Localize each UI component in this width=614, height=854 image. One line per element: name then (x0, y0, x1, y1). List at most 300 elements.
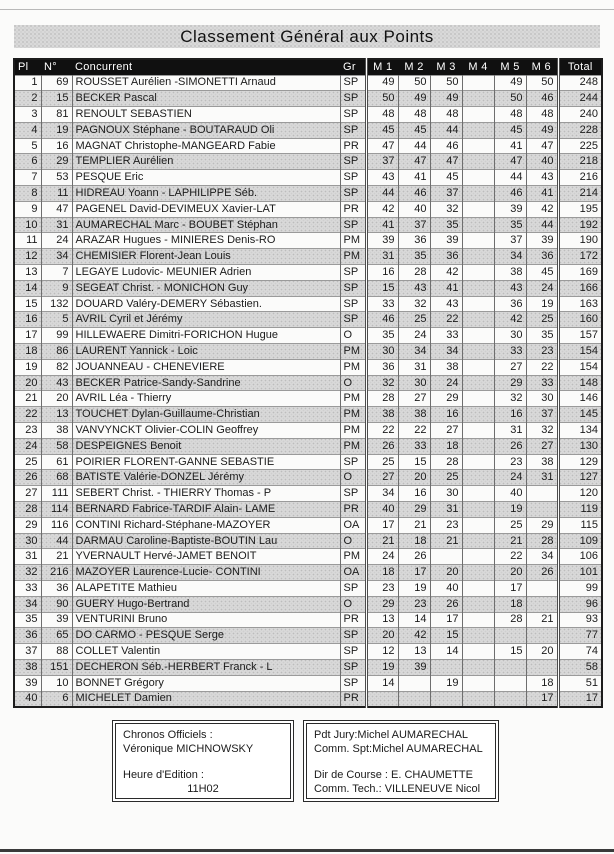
cell-m1: 43 (366, 170, 398, 186)
cell-group: SP (340, 454, 366, 470)
cell-group: O (340, 470, 366, 486)
cell-m4 (462, 675, 494, 691)
cell-concurrent: ALAPETITE Mathieu (72, 581, 340, 597)
cell-m4 (462, 122, 494, 138)
cell-concurrent: DESPEIGNES Benoit (72, 438, 340, 454)
cell-m4 (462, 312, 494, 328)
cell-m6: 45 (526, 265, 558, 281)
cell-number: 53 (41, 170, 72, 186)
cell-m6: 23 (526, 344, 558, 360)
cell-total: 154 (558, 344, 602, 360)
cell-m1: 16 (366, 265, 398, 281)
cell-concurrent: DECHERON Séb.-HERBERT Franck - L (72, 659, 340, 675)
cell-total: 51 (558, 675, 602, 691)
cell-m1: 13 (366, 612, 398, 628)
cell-m2: 36 (398, 233, 430, 249)
cell-m6: 19 (526, 296, 558, 312)
cell-number: 34 (41, 249, 72, 265)
table-row (14, 138, 602, 154)
cell-m2: 48 (398, 107, 430, 123)
cell-total: 129 (558, 454, 602, 470)
cell-concurrent: HILLEWAERE Dimitri-FORICHON Hugue (72, 328, 340, 344)
cell-m3: 28 (430, 454, 462, 470)
cell-total: 214 (558, 186, 602, 202)
cell-group: SP (340, 122, 366, 138)
cell-m3: 39 (430, 233, 462, 249)
table-row (14, 344, 602, 360)
cell-group: PM (340, 344, 366, 360)
cell-number: 29 (41, 154, 72, 170)
cell-place: 8 (14, 186, 41, 202)
cell-number: 38 (41, 423, 72, 439)
cell-place: 11 (14, 233, 41, 249)
cell-total: 244 (558, 91, 602, 107)
cell-place: 2 (14, 91, 41, 107)
cell-m6: 34 (526, 549, 558, 565)
table-row (14, 122, 602, 138)
table-row (14, 581, 602, 597)
cell-m1: 23 (366, 581, 398, 597)
cell-concurrent: AVRIL Cyril et Jérémy (72, 312, 340, 328)
cell-m2: 46 (398, 186, 430, 202)
cell-m2: 40 (398, 201, 430, 217)
cell-m3: 36 (430, 249, 462, 265)
cell-m2: 22 (398, 423, 430, 439)
cell-m2: 41 (398, 170, 430, 186)
cell-total: 115 (558, 517, 602, 533)
cell-m4 (462, 328, 494, 344)
cell-place: 18 (14, 344, 41, 360)
cell-m2: 25 (398, 312, 430, 328)
cell-concurrent: VANVYNCKT Olivier-COLIN Geoffrey (72, 423, 340, 439)
cell-number: 61 (41, 454, 72, 470)
cell-m1: 27 (366, 470, 398, 486)
table-row (14, 170, 602, 186)
footer-info-boxes (112, 720, 499, 802)
cell-m4 (462, 249, 494, 265)
cell-concurrent: SEBERT Christ. - THIERRY Thomas - P (72, 486, 340, 502)
cell-m5: 31 (494, 423, 526, 439)
cell-group: PM (340, 391, 366, 407)
table-row (14, 659, 602, 675)
cell-group: PM (340, 359, 366, 375)
table-row (14, 280, 602, 296)
cell-m5: 29 (494, 375, 526, 391)
cell-m6: 41 (526, 186, 558, 202)
cell-m6: 49 (526, 122, 558, 138)
cell-m6: 39 (526, 233, 558, 249)
cell-number: 6 (41, 691, 72, 707)
cell-m5: 16 (494, 407, 526, 423)
cell-number: 16 (41, 138, 72, 154)
cell-m5: 37 (494, 233, 526, 249)
cell-m4 (462, 296, 494, 312)
cell-total: 148 (558, 375, 602, 391)
cell-m4 (462, 644, 494, 660)
cell-m3: 19 (430, 675, 462, 691)
cell-m1: 21 (366, 533, 398, 549)
cell-total: 119 (558, 502, 602, 518)
cell-m5: 48 (494, 107, 526, 123)
cell-m4 (462, 454, 494, 470)
cell-m3: 25 (430, 470, 462, 486)
cell-m6: 29 (526, 517, 558, 533)
cell-m2: 50 (398, 75, 430, 91)
cell-number: 21 (41, 549, 72, 565)
cell-total: 106 (558, 549, 602, 565)
cell-m5: 20 (494, 565, 526, 581)
cell-m1: 25 (366, 454, 398, 470)
cell-m4 (462, 533, 494, 549)
cell-m6: 31 (526, 470, 558, 486)
cell-total: 172 (558, 249, 602, 265)
cell-place: 17 (14, 328, 41, 344)
cell-concurrent: GUERY Hugo-Bertrand (72, 596, 340, 612)
cell-m5: 44 (494, 170, 526, 186)
cell-m5: 45 (494, 122, 526, 138)
cell-m6: 17 (526, 691, 558, 707)
cell-m6: 40 (526, 154, 558, 170)
cell-m1: 46 (366, 312, 398, 328)
jury-president: Pdt Jury:Michel AUMARECHAL (314, 729, 469, 741)
scan-edge-line-bottom (0, 849, 614, 852)
cell-group: SP (340, 154, 366, 170)
cell-m6 (526, 659, 558, 675)
cell-m3: 50 (430, 75, 462, 91)
cell-m4 (462, 438, 494, 454)
cell-number: 86 (41, 344, 72, 360)
cell-m2: 23 (398, 596, 430, 612)
col-header-m1: M 1 (366, 59, 398, 75)
cell-m3: 26 (430, 596, 462, 612)
cell-m6: 20 (526, 644, 558, 660)
table-row (14, 249, 602, 265)
cell-m1: 36 (366, 359, 398, 375)
cell-m3: 31 (430, 502, 462, 518)
table-row (14, 517, 602, 533)
cell-m4 (462, 581, 494, 597)
cell-m2: 27 (398, 391, 430, 407)
cell-m3: 30 (430, 486, 462, 502)
cell-m3 (430, 659, 462, 675)
table-row (14, 407, 602, 423)
cell-m4 (462, 596, 494, 612)
cell-m3: 42 (430, 265, 462, 281)
cell-m5: 17 (494, 581, 526, 597)
cell-place: 31 (14, 549, 41, 565)
cell-concurrent: COLLET Valentin (72, 644, 340, 660)
cell-m4 (462, 612, 494, 628)
chronos-name: Véronique MICHNOWSKY (123, 742, 254, 755)
table-row (14, 486, 602, 502)
cell-group: PM (340, 438, 366, 454)
cell-m6: 32 (526, 423, 558, 439)
cell-concurrent: TEMPLIER Aurélien (72, 154, 340, 170)
cell-m2: 16 (398, 486, 430, 502)
cell-number: 15 (41, 91, 72, 107)
cell-total: 58 (558, 659, 602, 675)
cell-m1: 39 (366, 233, 398, 249)
table-row (14, 644, 602, 660)
table-row (14, 107, 602, 123)
table-row (14, 549, 602, 565)
cell-m1: 15 (366, 280, 398, 296)
table-row (14, 438, 602, 454)
cell-m3: 46 (430, 138, 462, 154)
chronos-label: Chronos Officiels : (123, 729, 213, 741)
cell-m2: 30 (398, 375, 430, 391)
cell-m3: 37 (430, 186, 462, 202)
cell-m2 (398, 675, 430, 691)
cell-place: 37 (14, 644, 41, 660)
cell-group: OA (340, 517, 366, 533)
cell-m5: 39 (494, 201, 526, 217)
cell-group: SP (340, 280, 366, 296)
cell-m2: 24 (398, 328, 430, 344)
cell-m4 (462, 517, 494, 533)
cell-concurrent: ROUSSET Aurélien -SIMONETTI Arnaud (72, 75, 340, 91)
cell-total: 127 (558, 470, 602, 486)
cell-concurrent: DARMAU Caroline-Baptiste-BOUTIN Lau (72, 533, 340, 549)
cell-m6: 38 (526, 454, 558, 470)
table-row (14, 91, 602, 107)
col-header-gr: Gr (340, 59, 366, 75)
cell-m6: 27 (526, 438, 558, 454)
cell-m5: 28 (494, 612, 526, 628)
cell-m1: 50 (366, 91, 398, 107)
cell-group: SP (340, 186, 366, 202)
cell-total: 154 (558, 359, 602, 375)
cell-place: 5 (14, 138, 41, 154)
cell-place: 27 (14, 486, 41, 502)
col-header-m2: M 2 (398, 59, 430, 75)
table-row (14, 312, 602, 328)
cell-place: 14 (14, 280, 41, 296)
cell-m1: 49 (366, 75, 398, 91)
cell-m4 (462, 217, 494, 233)
cell-m6: 43 (526, 170, 558, 186)
cell-place: 30 (14, 533, 41, 549)
cell-m1: 20 (366, 628, 398, 644)
table-row (14, 154, 602, 170)
cell-place: 24 (14, 438, 41, 454)
cell-concurrent: BERNARD Fabrice-TARDIF Alain- LAME (72, 502, 340, 518)
cell-concurrent: MAZOYER Laurence-Lucie- CONTINI (72, 565, 340, 581)
cell-m3: 20 (430, 565, 462, 581)
cell-m1: 32 (366, 375, 398, 391)
cell-m4 (462, 565, 494, 581)
cell-total: 169 (558, 265, 602, 281)
cell-m2: 20 (398, 470, 430, 486)
cell-m6: 42 (526, 201, 558, 217)
col-header-total: Total (558, 59, 602, 75)
cell-m3: 24 (430, 375, 462, 391)
cell-m1: 30 (366, 344, 398, 360)
cell-total: 130 (558, 438, 602, 454)
cell-m2: 43 (398, 280, 430, 296)
cell-m1: 35 (366, 328, 398, 344)
cell-m1: 47 (366, 138, 398, 154)
cell-number: 13 (41, 407, 72, 423)
cell-concurrent: SEGEAT Christ. - MONICHON Guy (72, 280, 340, 296)
cell-number: 81 (41, 107, 72, 123)
cell-concurrent: BECKER Patrice-Sandy-Sandrine (72, 375, 340, 391)
cell-concurrent: AUMARECHAL Marc - BOUBET Stéphan (72, 217, 340, 233)
chronos-box (112, 720, 294, 802)
cell-total: 166 (558, 280, 602, 296)
cell-m6: 46 (526, 91, 558, 107)
cell-m3: 18 (430, 438, 462, 454)
cell-total: 120 (558, 486, 602, 502)
cell-m1: 34 (366, 486, 398, 502)
cell-m6: 44 (526, 217, 558, 233)
table-row (14, 328, 602, 344)
cell-place: 36 (14, 628, 41, 644)
cell-m2: 21 (398, 517, 430, 533)
cell-place: 1 (14, 75, 41, 91)
cell-m3: 32 (430, 201, 462, 217)
cell-m6 (526, 581, 558, 597)
cell-m3: 33 (430, 328, 462, 344)
cell-m2: 13 (398, 644, 430, 660)
cell-m4 (462, 691, 494, 707)
cell-total: 190 (558, 233, 602, 249)
cell-group: SP (340, 75, 366, 91)
cell-total: 225 (558, 138, 602, 154)
cell-m2: 39 (398, 659, 430, 675)
cell-place: 7 (14, 170, 41, 186)
cell-concurrent: YVERNAULT Hervé-JAMET BENOIT (72, 549, 340, 565)
cell-place: 12 (14, 249, 41, 265)
cell-total: 145 (558, 407, 602, 423)
cell-number: 7 (41, 265, 72, 281)
cell-m1: 41 (366, 217, 398, 233)
cell-m6 (526, 628, 558, 644)
cell-number: 90 (41, 596, 72, 612)
cell-m4 (462, 502, 494, 518)
cell-number: 20 (41, 391, 72, 407)
cell-concurrent: RENOULT SEBASTIEN (72, 107, 340, 123)
cell-m4 (462, 91, 494, 107)
cell-number: 31 (41, 217, 72, 233)
cell-place: 39 (14, 675, 41, 691)
cell-m4 (462, 375, 494, 391)
col-header-m4: M 4 (462, 59, 494, 75)
cell-m2: 28 (398, 265, 430, 281)
cell-place: 13 (14, 265, 41, 281)
cell-m6: 18 (526, 675, 558, 691)
cell-concurrent: AVRIL Léa - Thierry (72, 391, 340, 407)
cell-concurrent: TOUCHET Dylan-Guillaume-Christian (72, 407, 340, 423)
cell-m4 (462, 407, 494, 423)
col-header-m5: M 5 (494, 59, 526, 75)
cell-group: PM (340, 549, 366, 565)
cell-m5: 34 (494, 249, 526, 265)
cell-m4 (462, 265, 494, 281)
cell-m3: 17 (430, 612, 462, 628)
cell-number: 19 (41, 122, 72, 138)
edition-time-label: Heure d'Edition : (123, 769, 204, 781)
cell-m6: 48 (526, 107, 558, 123)
cell-place: 28 (14, 502, 41, 518)
cell-m5: 40 (494, 486, 526, 502)
cell-total: 157 (558, 328, 602, 344)
cell-m3: 14 (430, 644, 462, 660)
table-row (14, 75, 602, 91)
cell-number: 9 (41, 280, 72, 296)
cell-m2: 31 (398, 359, 430, 375)
cell-group: SP (340, 644, 366, 660)
cell-concurrent: DOUARD Valéry-DEMERY Sébastien. (72, 296, 340, 312)
table-row (14, 375, 602, 391)
cell-m5: 24 (494, 470, 526, 486)
cell-m5: 38 (494, 265, 526, 281)
col-header-m6: M 6 (526, 59, 558, 75)
cell-total: 134 (558, 423, 602, 439)
cell-m5: 30 (494, 328, 526, 344)
table-row (14, 502, 602, 518)
scan-edge-line-top (0, 9, 614, 10)
results-table (13, 58, 603, 708)
cell-concurrent: PESQUE Eric (72, 170, 340, 186)
cell-place: 21 (14, 391, 41, 407)
cell-concurrent: BECKER Pascal (72, 91, 340, 107)
table-row (14, 675, 602, 691)
cell-m1: 28 (366, 391, 398, 407)
cell-m5: 43 (494, 280, 526, 296)
cell-group: PM (340, 423, 366, 439)
table-row (14, 391, 602, 407)
cell-m5: 41 (494, 138, 526, 154)
cell-total: 248 (558, 75, 602, 91)
cell-total: 195 (558, 201, 602, 217)
cell-m6 (526, 502, 558, 518)
cell-m3: 40 (430, 581, 462, 597)
cell-place: 4 (14, 122, 41, 138)
cell-m5: 46 (494, 186, 526, 202)
cell-m5: 26 (494, 438, 526, 454)
cell-m1: 14 (366, 675, 398, 691)
cell-number: 82 (41, 359, 72, 375)
table-row (14, 201, 602, 217)
cell-m5: 18 (494, 596, 526, 612)
cell-m6: 30 (526, 391, 558, 407)
cell-m1: 18 (366, 565, 398, 581)
cell-m5: 50 (494, 91, 526, 107)
cell-concurrent: PAGNOUX Stéphane - BOUTARAUD Oli (72, 122, 340, 138)
cell-group: O (340, 328, 366, 344)
cell-concurrent: ARAZAR Hugues - MINIERES Denis-RO (72, 233, 340, 249)
table-row (14, 233, 602, 249)
cell-m4 (462, 359, 494, 375)
cell-m5: 25 (494, 517, 526, 533)
cell-number: 132 (41, 296, 72, 312)
cell-number: 11 (41, 186, 72, 202)
cell-m4 (462, 423, 494, 439)
cell-number: 39 (41, 612, 72, 628)
cell-total: 101 (558, 565, 602, 581)
cell-m2: 32 (398, 296, 430, 312)
cell-number: 151 (41, 659, 72, 675)
cell-total: 77 (558, 628, 602, 644)
cell-m6: 21 (526, 612, 558, 628)
cell-m3: 44 (430, 122, 462, 138)
cell-group: PR (340, 612, 366, 628)
cell-number: 69 (41, 75, 72, 91)
cell-group: SP (340, 91, 366, 107)
cell-group: SP (340, 296, 366, 312)
cell-m3: 27 (430, 423, 462, 439)
